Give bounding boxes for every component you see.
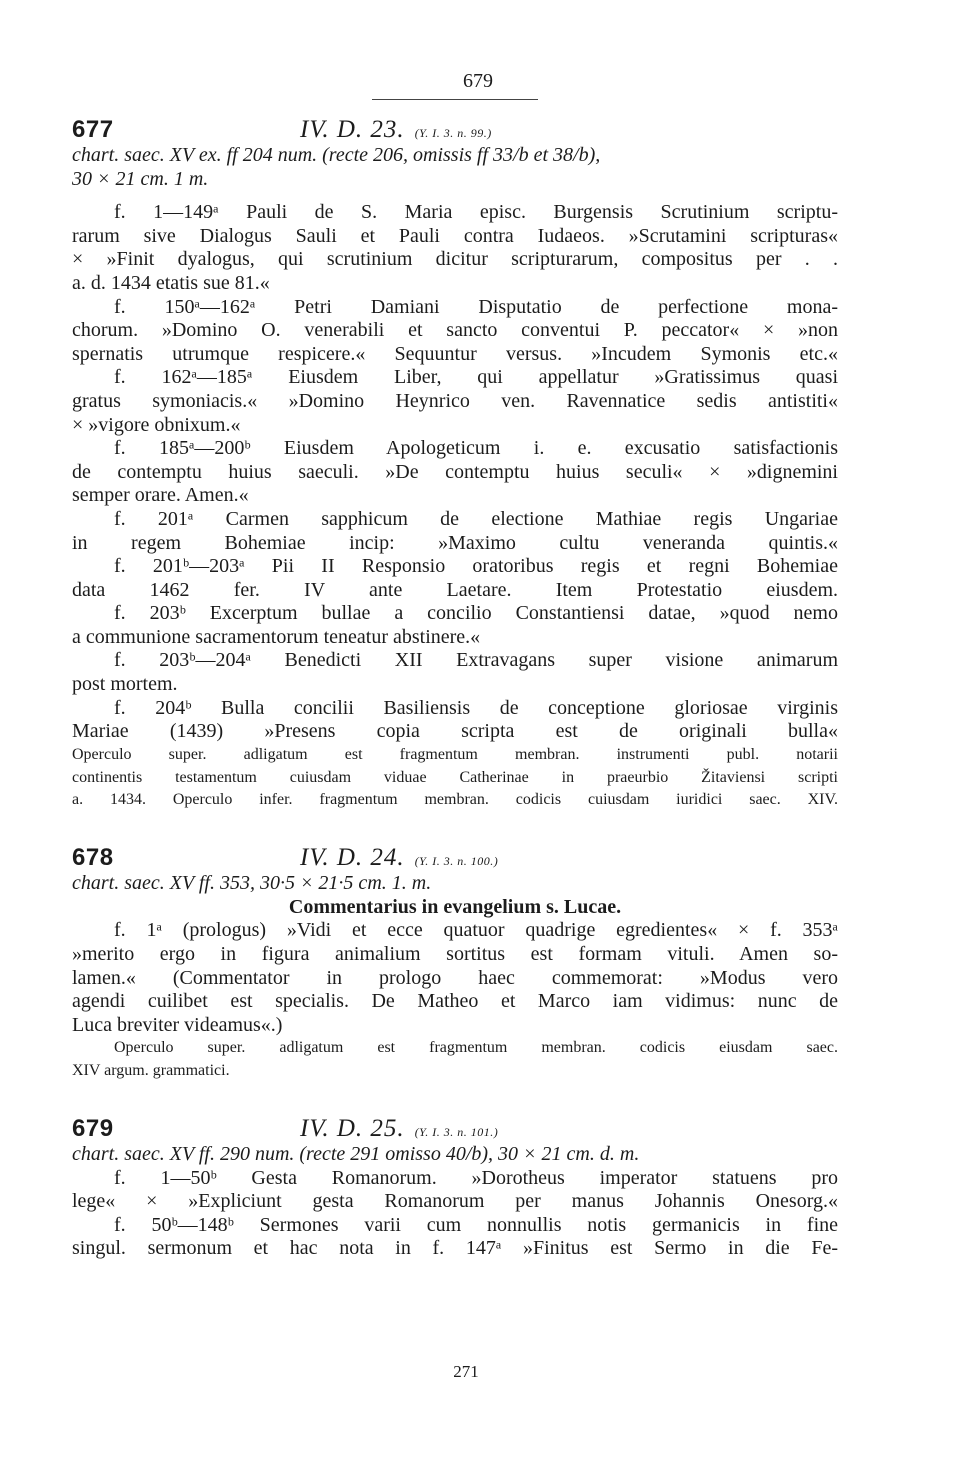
work-title: Commentarius in evangelium s. Lucae.	[288, 895, 622, 918]
content-line: f. 1ᵃ (prologus) »Vidi et ecce quatuor quadrige egredientes« × f. 353ᵃ	[114, 919, 838, 942]
content-line: de contemptu huius saeculi. »De contemptu huius seculi« × »dignemini	[72, 460, 838, 483]
binding-note: XIV argum. grammatici.	[72, 1062, 230, 1080]
shelfmark: IV. D. 24.	[300, 844, 405, 872]
shelfmark: IV. D. 23.	[300, 116, 405, 143]
physical-description: chart. saec. XV ff. 290 num. (recte 291 omisso 40/b), 30 × 21 cm. d. m.	[72, 1142, 640, 1165]
binding-note: a. 1434. Operculo infer. fragmentum membran. codicis cuiusdam iuridici saec. XIV.	[72, 791, 838, 809]
content-line: f. 1—50ᵇ Gesta Romanorum. »Dorotheus imperator statuens pro	[114, 1166, 838, 1189]
header-rule	[372, 99, 538, 100]
binding-note: continentis testamentum cuiusdam viduae Catherinae in praeurbio Žitaviensi scripti	[72, 768, 838, 786]
content-line: f. 201ᵇ—203ᵃ Pii II Responsio oratoribus regis et regni Bohemiae	[114, 555, 838, 578]
content-line: »merito ergo in figura animalium sortitus est formam vituli. Amen so-	[72, 943, 838, 966]
content-line: singul. sermonum et hac nota in f. 147ᵃ »Finitus est Sermo in die Fe-	[72, 1237, 838, 1260]
content-line: f. 1—149ᵃ Pauli de S. Maria episc. Burgensis Scrutinium scriptu-	[114, 201, 838, 224]
spacer	[72, 812, 838, 830]
entry-header-679	[72, 1115, 838, 1143]
content-line: Mariae (1439) »Presens copia scripta est de originali bulla«	[72, 720, 838, 743]
content-line: Luca breviter videamus«.)	[72, 1013, 283, 1036]
content-line: f. 203ᵇ—204ᵃ Benedicti XII Extravagans super visione animarum	[114, 649, 838, 672]
content-line: post mortem.	[72, 673, 178, 696]
content-line: × »Finit dyalogus, qui scrutinium dicitur scripturarum, compositus per . .	[72, 248, 838, 271]
catalogue-page	[72, 70, 838, 1261]
entry-number: 679	[72, 1114, 114, 1142]
page-number-bottom: 271	[453, 1362, 479, 1381]
entry-number: 677	[72, 116, 114, 143]
physical-description: chart. saec. XV ff. 353, 30·5 × 21·5 cm. 1. m.	[72, 872, 432, 895]
physical-description: 30 × 21 cm. 1 m.	[72, 167, 209, 190]
content-line: f. 162ᵃ—185ᵃ Eiusdem Liber, qui appellatur »Gratissimus quasi	[114, 366, 838, 389]
content-line: agendi cuilibet est specialis. De Matheo et Marco iam vidimus: nunc de	[72, 990, 838, 1013]
content-line: chorum. »Domino O. venerabili et sancto conventui P. peccator« × »non	[72, 319, 838, 342]
content-line: f. 150ᵃ—162ᵃ Petri Damiani Disputatio de perfectione mona-	[114, 295, 838, 318]
binding-note: Operculo super. adligatum est fragmentum membran. codicis eiusdam saec.	[114, 1039, 838, 1057]
content-line: f. 201ᵃ Carmen sapphicum de electione Mathiae regis Ungariae	[114, 507, 838, 530]
content-line: spernatis utrumque respicere.« Sequuntur versus. »Incudem Symonis etc.«	[72, 342, 838, 365]
spacer	[72, 191, 838, 201]
content-line: × »vigore obnixum.«	[72, 413, 241, 436]
content-line: data 1462 fer. IV ante Laetare. Item Protestatio eiusdem.	[72, 578, 838, 601]
entry-header-677	[72, 116, 838, 144]
content-line: rarum sive Dialogus Sauli et Pauli contra Iudaeos. »Scrutamini scripturas«	[72, 224, 838, 247]
content-line: f. 50ᵇ—148ᵇ Sermones varii cum nonnullis notis germanicis in fine	[114, 1213, 838, 1236]
content-line: f. 185ᵃ—200ᵇ Eiusdem Apologeticum i. e. excusatio satisfactionis	[114, 437, 838, 460]
content-line: f. 203ᵇ Excerptum bullae a concilio Constantiensi datae, »quod nemo	[114, 602, 838, 625]
old-signature: (Y. I. 3. n. 100.)	[414, 854, 499, 869]
shelfmark: IV. D. 25.	[300, 1114, 405, 1142]
entry-header-678	[72, 844, 838, 872]
content-line: lamen.« (Commentator in prologo haec commemorat: »Modus vero	[72, 966, 838, 989]
entry-number: 678	[72, 844, 114, 872]
content-line: f. 204ᵇ Bulla concilii Basiliensis de conceptione gloriosae virginis	[114, 696, 838, 719]
content-line: semper orare. Amen.«	[72, 484, 249, 507]
content-line: in regem Bohemiae incip: »Maximo cultu veneranda quintis.«	[72, 531, 838, 554]
content-line: lege« × »Expliciunt gesta Romanorum per manus Johannis Onesorg.«	[72, 1190, 838, 1213]
page-number-top: 679	[463, 70, 493, 92]
content-line: a communione sacramentorum teneatur abstinere.«	[72, 625, 481, 648]
spacer	[72, 1083, 838, 1101]
content-line: gratus symoniacis.« »Domino Heynrico ven. Ravennatice sedis antistiti«	[72, 389, 838, 412]
old-signature: (Y. I. 3. n. 99.)	[414, 126, 492, 140]
content-line: a. d. 1434 etatis sue 81.«	[72, 271, 270, 294]
old-signature: (Y. I. 3. n. 101.)	[414, 1124, 499, 1139]
physical-description: chart. saec. XV ex. ff 204 num. (recte 206, omissis ff 33/b et 38/b),	[72, 144, 601, 166]
binding-note: Operculo super. adligatum est fragmentum membran. instrumenti publ. notarii	[72, 745, 838, 763]
